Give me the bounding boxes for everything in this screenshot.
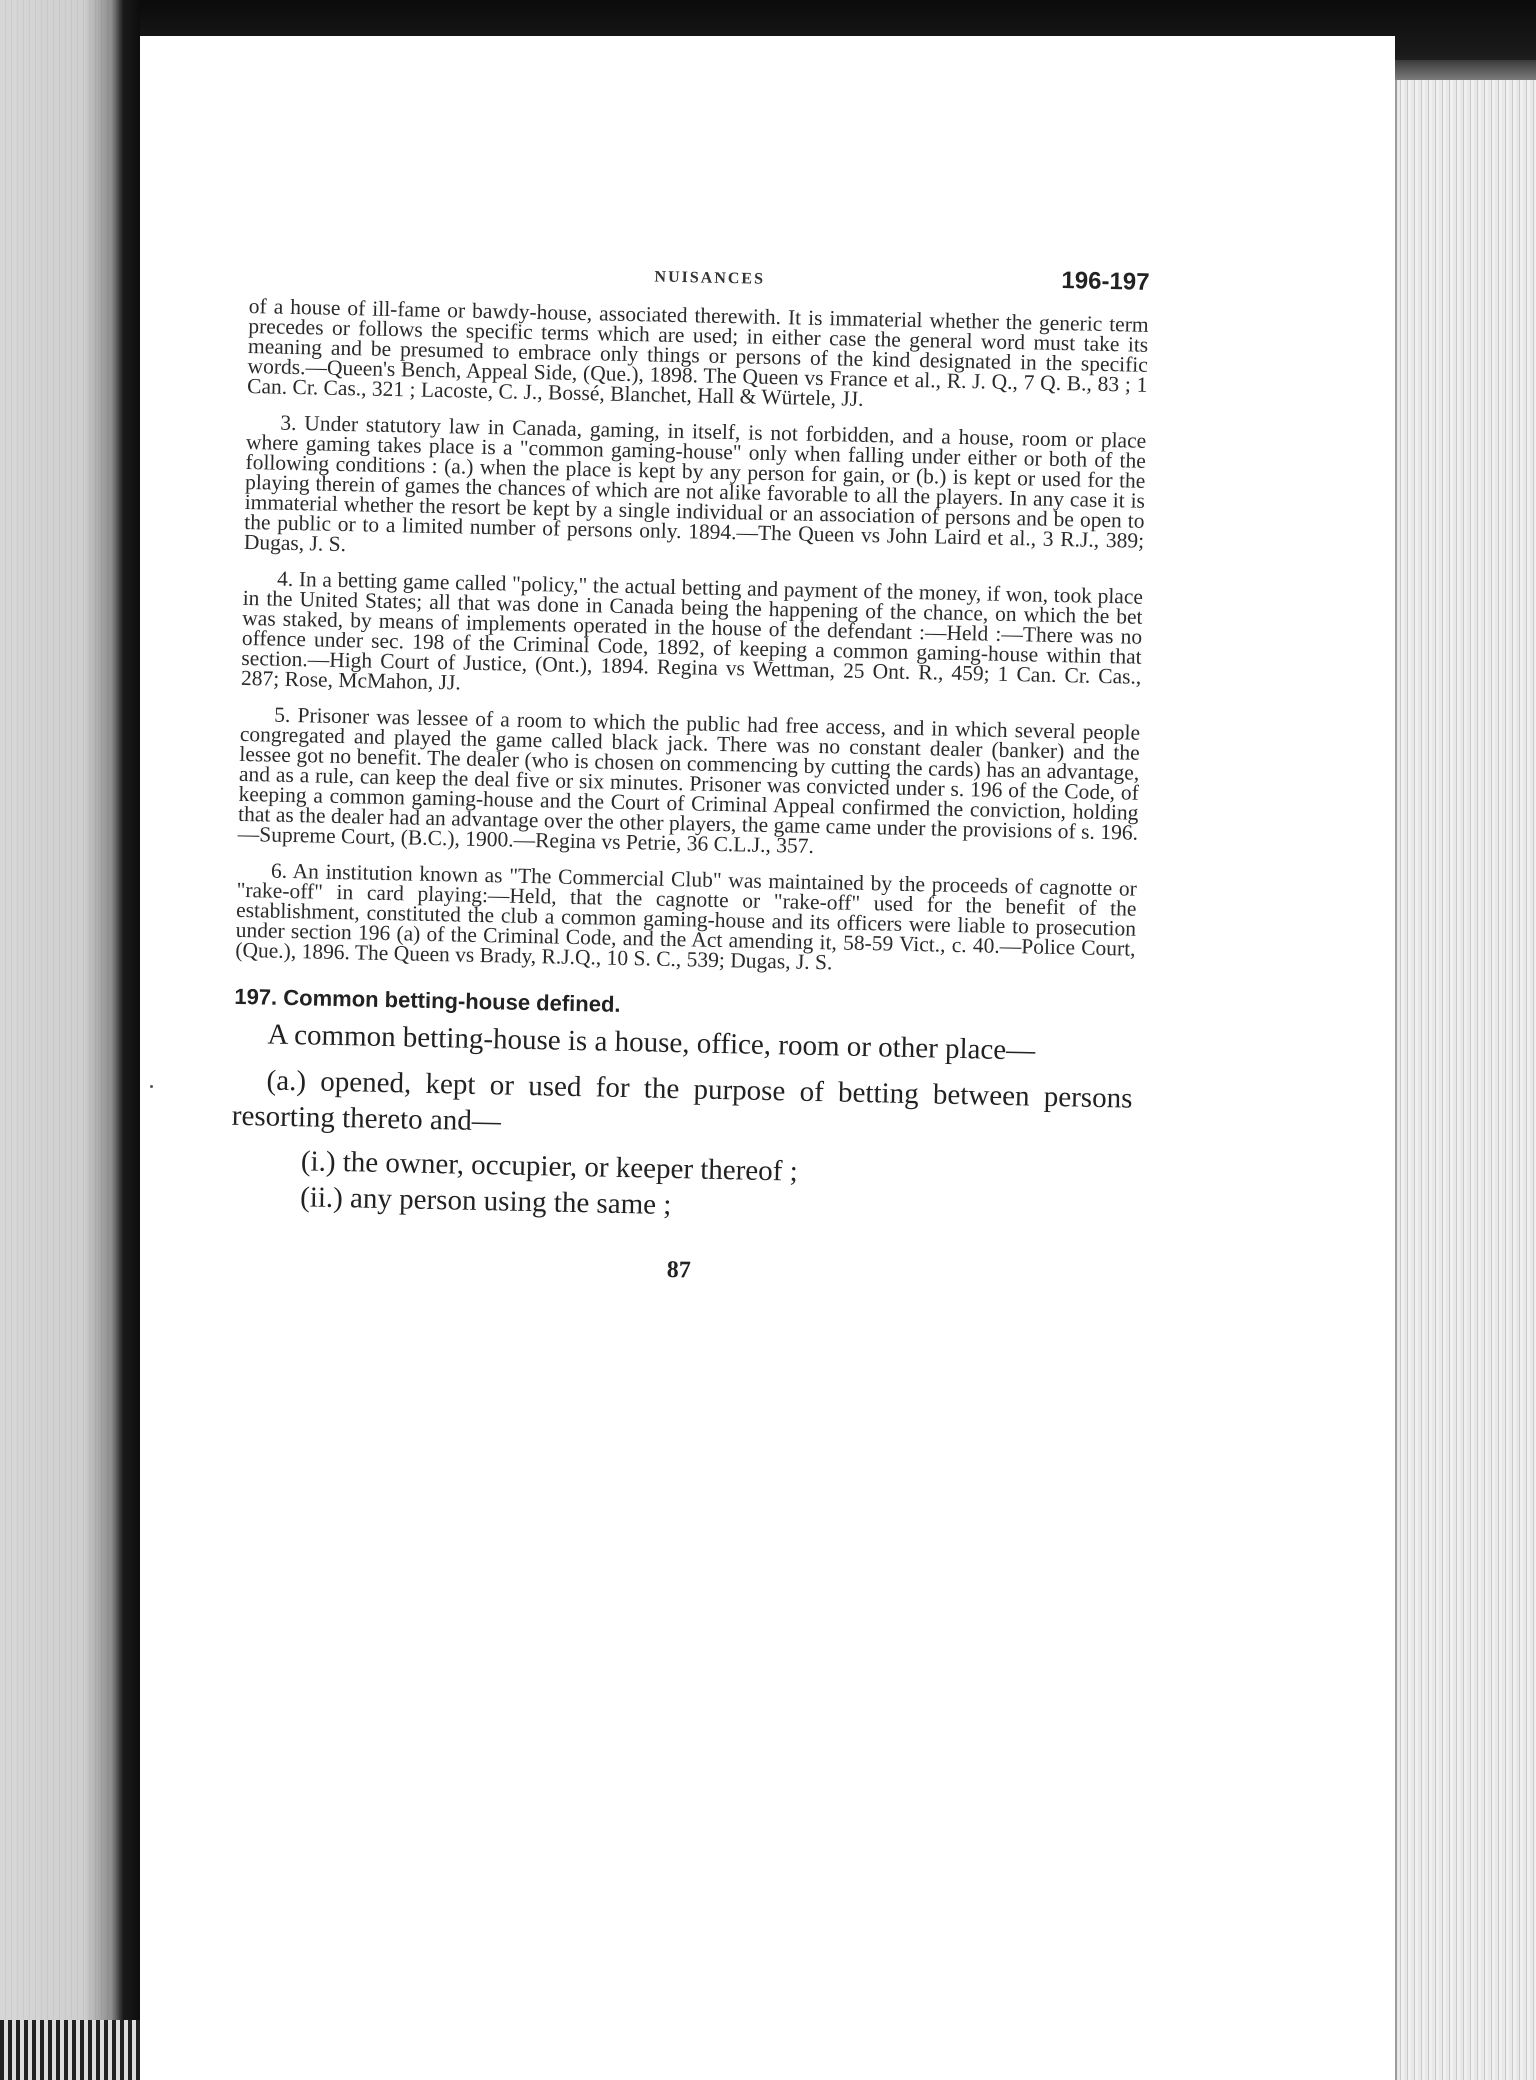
ink-speck [150, 1085, 153, 1088]
running-head-section-numbers: 196-197 [1061, 267, 1150, 296]
paragraph-note-6: 6. An institution known as "The Commercial Club" was maintained by the proceeds of cagnotte or "rake-off" in card playing:—Held, that the cagnotte or "rake-off" used for the benefit of the establishment, constituted the club a common gaming-house and its officers were liable to prosecution under section 196 (a) of the Criminal Code, and the Act amending it, 58-59 Vict., c. 40.—Police Court, (Que.), 1896. The Queen vs Brady, R.J.Q., 10 S. C., 539; Dugas, J. S. [235, 858, 1138, 975]
running-head-title: NUISANCES [654, 268, 766, 288]
page-block-right-edge [1395, 80, 1536, 2080]
paragraph-note-4: 4. In a betting game called "policy," the actual betting and payment of the money, if won, took place in the United States; all that was done in Canada being the happening of the chance, on which the bet was staked, by means of implements operated in the house of the defendant :—Held :—There was no offence under sec. 198 of the Criminal Code, 1892, of keeping a common gaming-house within that section.—High Court of Justice, (Ont.), 1894. Regina vs Wettman, 25 Ont. R., 459; 1 Can. Cr. Cas., 287; Rose, McMahon, JJ. [240, 566, 1144, 695]
paragraph-note-5: 5. Prisoner was lessee of a room to which the public had free access, and in which several people congregated and played the game called black jack. There was no constant dealer (banker) and the lessee got no benefit. The dealer (who is chosen on commencing by cutting the cards) has an advantage, and as a rule, can keep the deal five or six minutes. Prisoner was convicted under s. 196 of the Code, of keeping a common gaming-house and the Court of Criminal Appeal confirmed the conviction, holding that as the dealer had an advantage over the other players, the game came under the provisions of s. 196.—Supreme Court, (B.C.), 1900.—Regina vs Petrie, 36 C.L.J., 357. [237, 702, 1141, 858]
paragraph-continuation: of a house of ill-fame or bawdy-house, associated therewith. It is immaterial whether the generic term precedes or follows the specific terms which are used; in either case the general word must take its meaning and be presumed to embrace only things or persons of the kind designated in the specific words.—Queen's Bench, Appeal Side, (Que.), 1898. The Queen vs France et al., R. J. Q., 7 Q. B., 83 ; 1 Can. Cr. Cas., 321 ; Lacoste, C. J., Bossé, Blanchet, Hall & Würtele, JJ. [246, 293, 1149, 411]
sub-clause-ii: (ii.) any person using the same ; [299, 1181, 672, 1222]
paragraph-note-3: 3. Under statutory law in Canada, gaming, in itself, is not forbidden, and a house, room or place where gaming takes place is a "common gaming-house" only when falling under either or both of the following conditions : (a.) when the place is kept by any person for gain, or (b.) is kept or used for the playing therein of games the chances of which are not alike favorable to all the players. In any case it is immaterial whether the resort be kept by a single individual or an association of persons and be open to the public or to a limited number of persons only. 1894.—The Queen vs John Laird et al., 3 R.J., 389; Dugas, J. S. [243, 410, 1147, 557]
sub-clause-i: (i.) the owner, occupier, or keeper thereof ; [300, 1145, 799, 1188]
page-block-bottom-edge [0, 2020, 140, 2080]
clause-a: (a.) opened, kept or used for the purpose of betting between persons resorting thereto and— [231, 1064, 1133, 1138]
section-heading: 197. Common betting-house defined. [234, 983, 621, 1017]
section-intro: A common betting-house is a house, office, room or other place— [267, 1018, 1036, 1067]
page-number: 87 [666, 1256, 691, 1284]
page-content [229, 250, 1150, 1294]
facing-page-edge [0, 0, 126, 2080]
